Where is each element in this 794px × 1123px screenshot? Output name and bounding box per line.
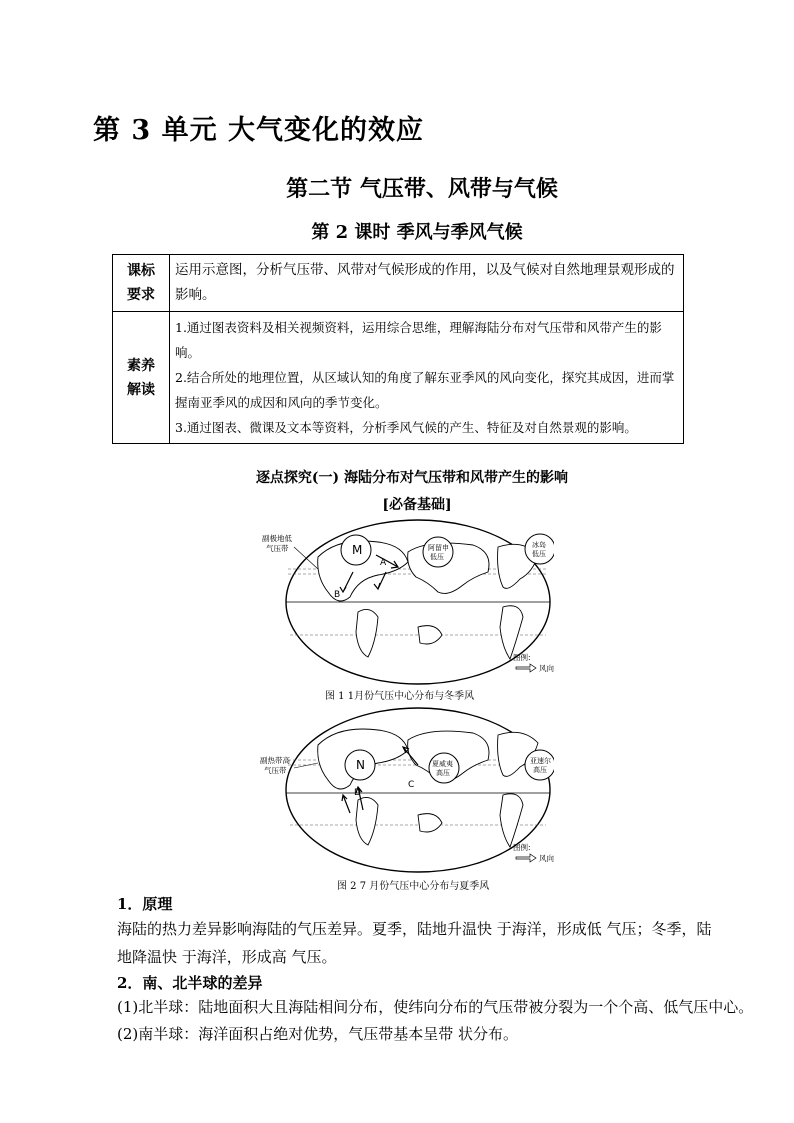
legend-item: 风向 — [539, 664, 554, 673]
literacy-text-cell — [170, 312, 684, 444]
aleutian-label-1: 阿留申 — [428, 544, 449, 552]
unit-title: 第 3 单元 大气变化的效应 — [93, 115, 424, 146]
left-label-1: 副热带高 — [260, 756, 290, 765]
table-row — [113, 255, 684, 312]
left-label-2: 气压带 — [264, 766, 287, 775]
figure2-caption: 图 2 7 月份气压中心分布与夏季风 — [337, 881, 490, 892]
center-m-label: M — [352, 543, 363, 557]
iceland-label-1: 冰岛 — [532, 541, 546, 549]
point-d-label: D — [354, 788, 361, 798]
section1-line2: 地降温快 于海洋，形成高 气压。 — [117, 948, 337, 966]
legend-title: 图例: — [513, 653, 531, 662]
hawaii-label-1: 夏威夷 — [432, 760, 453, 768]
standard-header-cell — [113, 255, 170, 312]
center-n-label: N — [356, 758, 365, 772]
basic-heading: [必备基础] — [382, 497, 452, 513]
section-title: 第二节 气压带、风带与气候 — [286, 176, 558, 202]
curriculum-standards-table — [112, 254, 684, 444]
section1-title: 1．原理 — [117, 895, 173, 913]
literacy-item-1: 1.通过图表资料及相关视频资料，运用综合思维，理解海陆分布对气压带和风带产生的影响。 — [175, 320, 662, 360]
world-map-january — [258, 517, 554, 687]
iceland-label-2: 低压 — [532, 550, 546, 558]
figure1-caption: 图 1 1月份气压中心分布与冬季风 — [325, 691, 475, 702]
table-row — [113, 312, 684, 444]
left-label-1: 副极地低 — [262, 534, 292, 543]
standard-header-line2: 要求 — [127, 287, 155, 303]
section2-item2: (2)南半球：海洋面积占绝对优势，气压带基本呈带 状分布。 — [117, 1025, 519, 1043]
literacy-header-line1: 素养 — [127, 357, 155, 374]
azores-label-1: 亚速尔 — [530, 757, 551, 765]
literacy-item-2: 2.结合所处的地理位置，从区域认知的角度了解东亚季风的风向变化，探究其成因，进而掌握南亚季风的成因和风向的季节变化。 — [175, 370, 675, 410]
literacy-header-cell — [113, 312, 170, 444]
point-a-label: A — [380, 558, 387, 568]
hawaii-label-2: 高压 — [436, 769, 450, 777]
literacy-item-3: 3.通过图表、微课及文本等资料，分析季风气候的产生、特征及对自然景观的影响。 — [175, 420, 637, 435]
azores-label-2: 高压 — [533, 766, 547, 774]
left-label-2: 气压带 — [266, 544, 289, 553]
figure1-map — [258, 517, 554, 687]
standard-header-line1: 课标 — [127, 263, 155, 279]
figure2-map — [258, 705, 554, 875]
legend-title: 图例: — [513, 843, 531, 852]
literacy-header-line2: 解读 — [127, 381, 155, 398]
section1-line1: 海陆的热力差异影响海陆的气压差异。夏季，陆地升温快 于海洋，形成低 气压；冬季，陆 — [117, 920, 712, 938]
world-map-july — [258, 705, 554, 875]
section2-title: 2．南、北半球的差异 — [117, 974, 263, 992]
point-heading: 逐点探究(一) 海陆分布对气压带和风带产生的影响 — [255, 470, 569, 486]
point-c-label: C — [408, 780, 415, 790]
standard-text-cell: 运用示意图，分析气压带、风带对气候形成的作用，以及气候对自然地理景观形成的影响。 — [170, 255, 684, 312]
point-b-label: B — [334, 590, 341, 600]
legend-item: 风向 — [539, 854, 554, 863]
lesson-title: 第 2 课时 季风与季风气候 — [311, 222, 523, 243]
aleutian-label-2: 低压 — [430, 553, 444, 561]
section2-item1: (1)北半球：陆地面积大且海陆相间分布，使纬向分布的气压带被分裂为一个个高、低气压中心。 — [117, 998, 754, 1016]
